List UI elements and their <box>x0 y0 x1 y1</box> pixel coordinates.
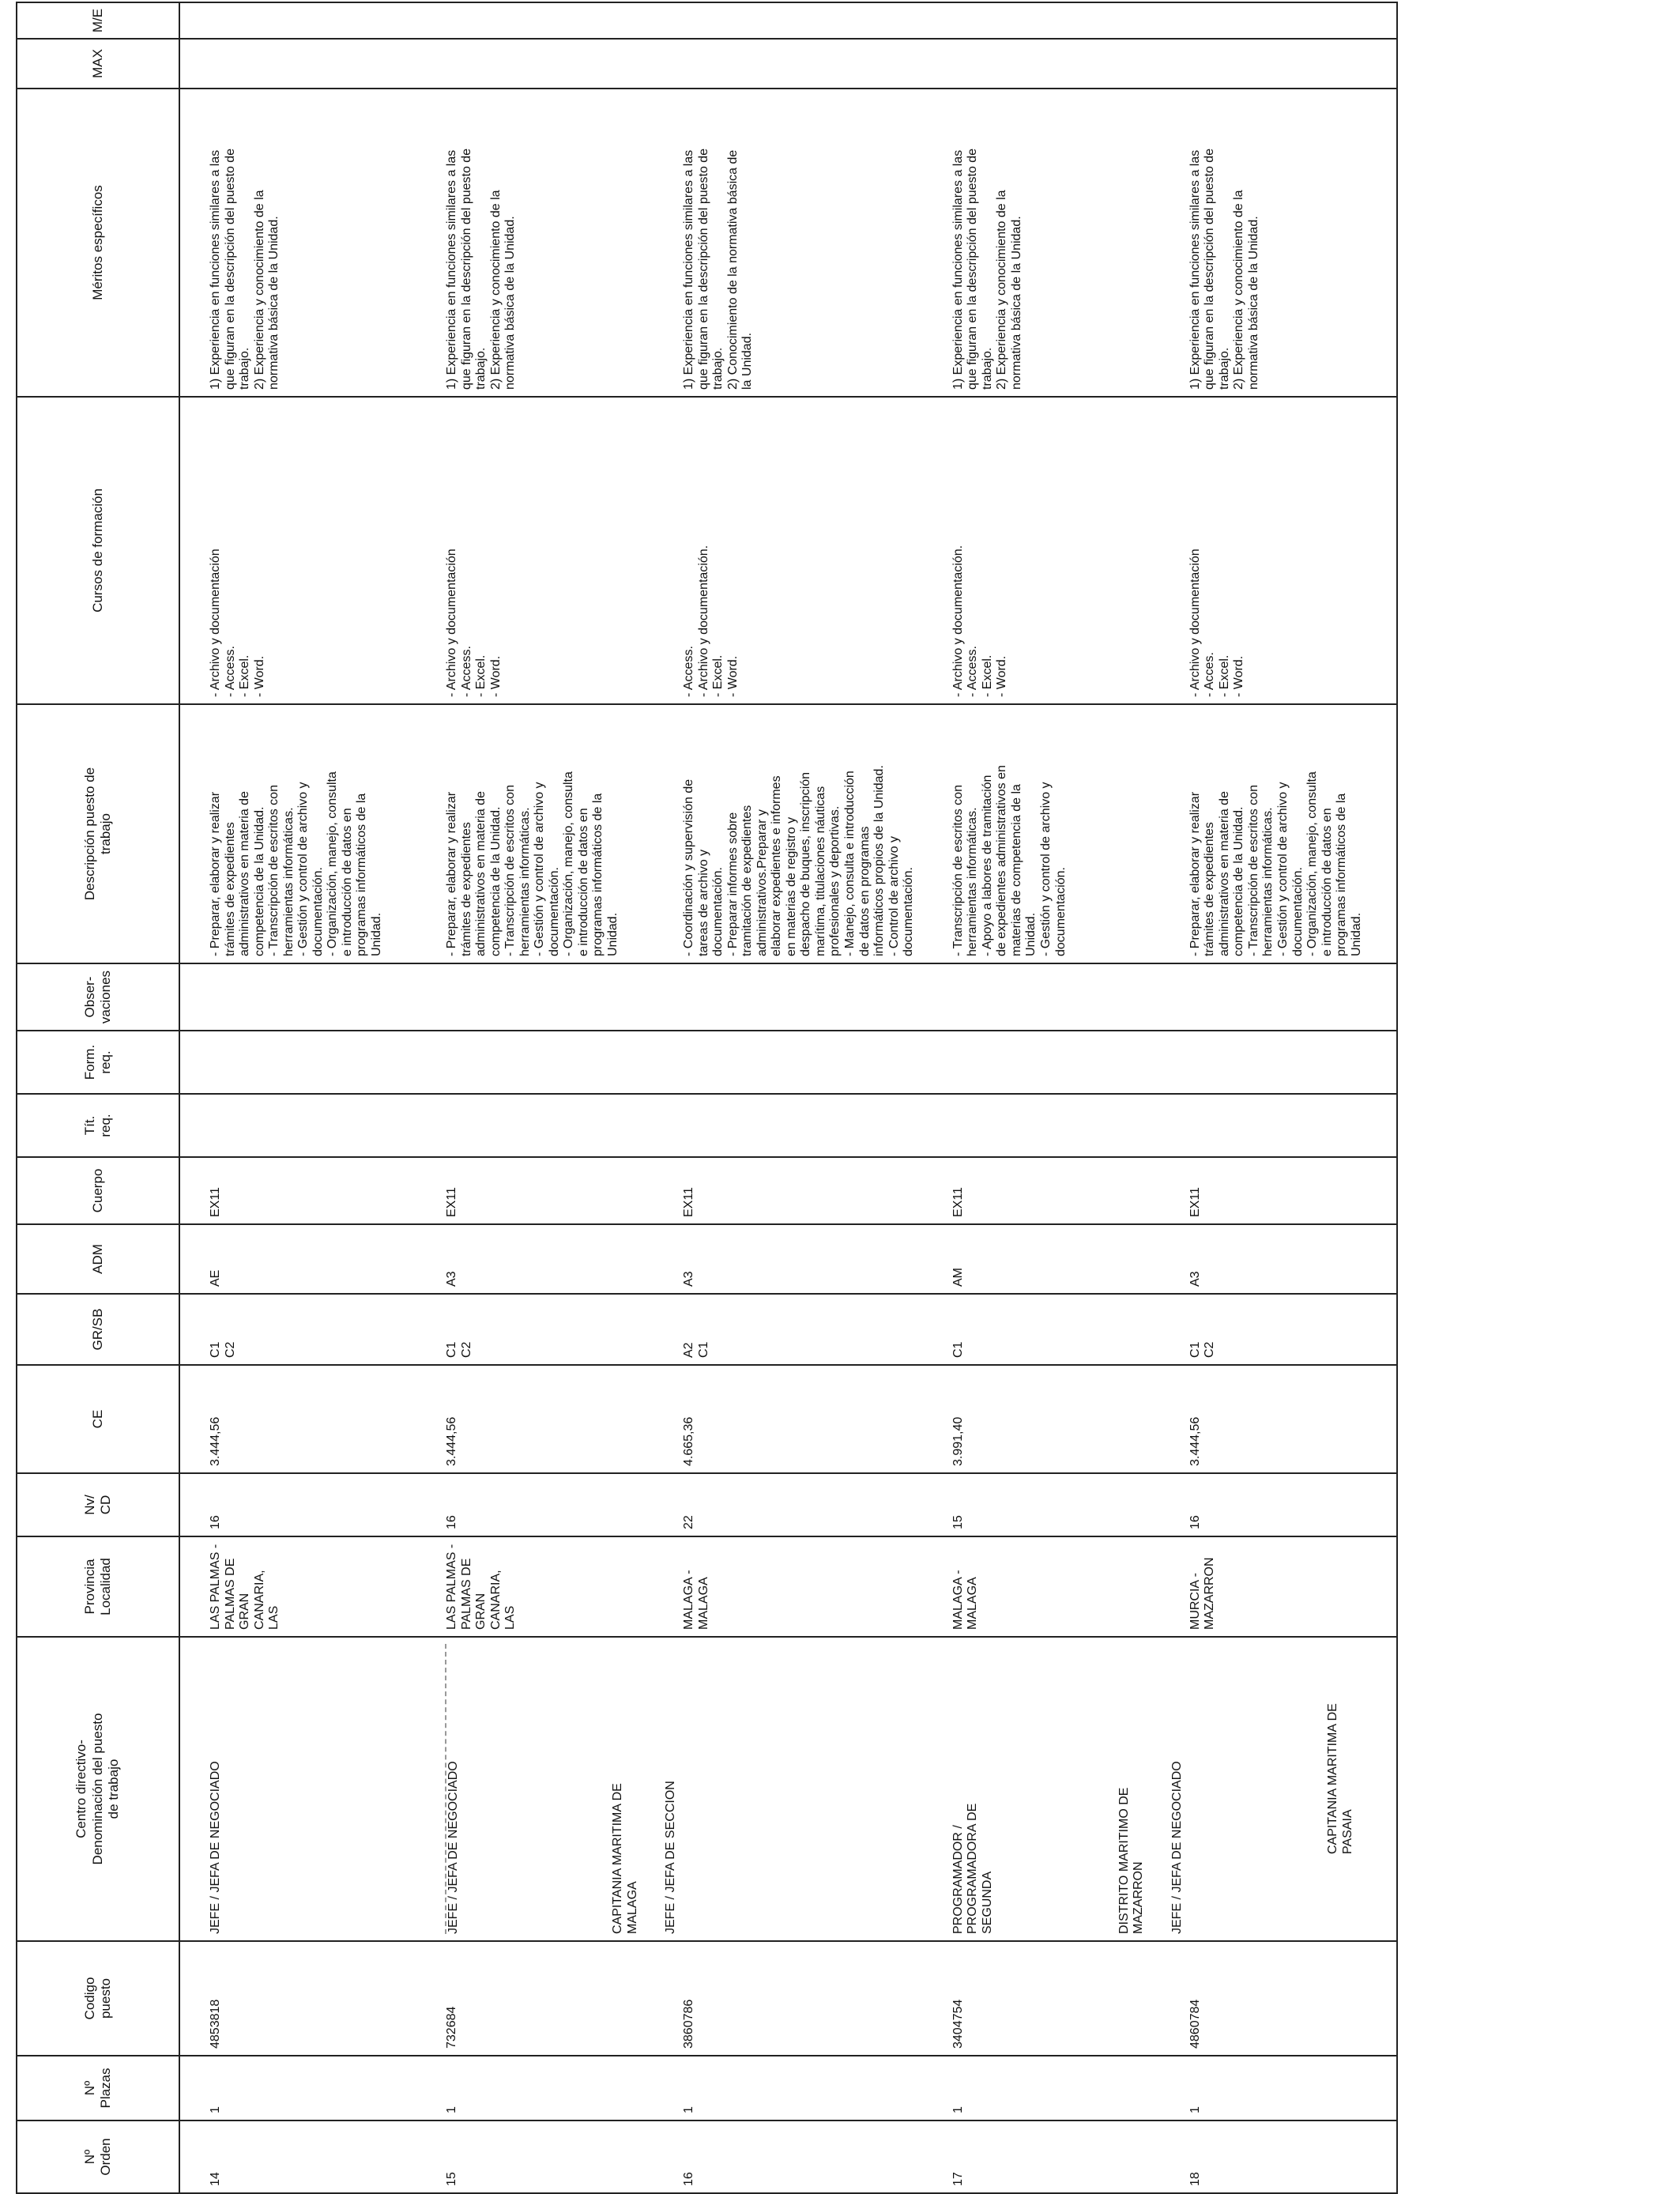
cell-descripcion: - Preparar, elaborar y realizar trámites de expedientes administrativos en materia de competencia de la Unidad. - Transcripción de escritos con herramientas informáticas. - Gestión y control de archivo y documentación. - Organización, manejo, consulta e introducción de datos en programas informáticos de la Unidad. <box>179 704 416 963</box>
header-descripcion: Descripción puesto de trabajo <box>17 704 179 963</box>
cell-plazas: 1 <box>654 2056 923 2120</box>
cell-orden: 14 <box>179 2120 416 2193</box>
cell-nivel: 16 <box>179 1473 416 1536</box>
cell-centro <box>611 1637 923 1941</box>
header-me: M/E <box>17 2 179 39</box>
cell-max <box>654 39 923 89</box>
cell-adm: AE <box>179 1224 416 1294</box>
cell-me <box>179 2 416 39</box>
cell-titulacion <box>1160 1094 1397 1157</box>
unit-name: DISTRITO MARITIMO DE MAZARRON <box>1117 1787 1146 1934</box>
cell-observaciones <box>179 963 416 1031</box>
cell-adm: A3 <box>416 1224 654 1294</box>
position-name: JEFE / JEFA DE SECCION <box>664 1781 678 1934</box>
cell-max <box>179 39 416 89</box>
cell-ce: 3.444,56 <box>416 1365 654 1473</box>
cell-cursos: - Archivo y documentación - Access. - Excel. - Word. <box>179 397 416 704</box>
cell-orden: 17 <box>923 2120 1160 2193</box>
cell-formacion <box>654 1031 923 1094</box>
cell-orden: 16 <box>654 2120 923 2193</box>
cell-cuerpo: EX11 <box>416 1157 654 1224</box>
cell-observaciones <box>923 963 1160 1031</box>
header-row <box>17 2 179 2193</box>
cell-nivel: 16 <box>1160 1473 1397 1536</box>
cell-observaciones <box>416 963 654 1031</box>
table-row <box>654 2 923 2193</box>
cell-ce: 3.444,56 <box>1160 1365 1397 1473</box>
position-name: JEFE / JEFA DE NEGOCIADO <box>445 1644 461 1934</box>
cell-provincia: MALAGA - MALAGA <box>654 1536 923 1637</box>
header-orden: Nº Orden <box>17 2120 179 2193</box>
cell-meritos: 1) Experiencia en funciones similares a las que figuran en la descripción del puesto de trabajo. 2) Experiencia y conocimiento de la normativa básica de la Unidad. <box>416 89 654 397</box>
table-row <box>179 2 416 2193</box>
cell-cuerpo: EX11 <box>654 1157 923 1224</box>
cell-observaciones <box>654 963 923 1031</box>
cell-formacion <box>179 1031 416 1094</box>
job-positions-table <box>16 2 1398 2194</box>
cell-cursos: - Archivo y documentación - Access. - Excel. - Word. <box>416 397 654 704</box>
cell-meritos: 1) Experiencia en funciones similares a las que figuran en la descripción del puesto de trabajo. 2) Conocimiento de la normativa básica de la Unidad. <box>654 89 923 397</box>
header-observaciones: Obser- vaciones <box>17 963 179 1031</box>
position-name: JEFE / JEFA DE NEGOCIADO <box>209 1761 222 1934</box>
cell-formacion <box>1160 1031 1397 1094</box>
unit-name: CAPITANIA MARITIMA DE MALAGA <box>611 1783 639 1934</box>
cell-cuerpo: EX11 <box>179 1157 416 1224</box>
cell-ce: 3.444,56 <box>179 1365 416 1473</box>
header-nivel: Nv/ CD <box>17 1473 179 1536</box>
cell-centro <box>179 1637 416 1941</box>
cell-adm: A3 <box>1160 1224 1397 1294</box>
cell-me <box>654 2 923 39</box>
header-max: MAX <box>17 39 179 89</box>
cell-provincia: LAS PALMAS - PALMAS DE GRAN CANARIA, LAS <box>179 1536 416 1637</box>
cell-max <box>923 39 1160 89</box>
cell-codigo: 3404754 <box>923 1941 1160 2056</box>
cell-adm: A3 <box>654 1224 923 1294</box>
table-row <box>1160 2 1397 2193</box>
cell-grupo: C1 <box>923 1294 1160 1365</box>
header-centro: Centro directivo- Denominación del puesto de trabajo <box>17 1637 179 1941</box>
cell-codigo: 4853818 <box>179 1941 416 2056</box>
cell-nivel: 15 <box>923 1473 1160 1536</box>
cell-max <box>416 39 654 89</box>
cell-me <box>416 2 654 39</box>
cell-orden: 18 <box>1160 2120 1397 2193</box>
cell-codigo: 3860786 <box>654 1941 923 2056</box>
cell-observaciones <box>1160 963 1397 1031</box>
header-cursos: Cursos de formación <box>17 397 179 704</box>
cell-formacion <box>923 1031 1160 1094</box>
cell-provincia: MALAGA - MALAGA <box>923 1536 1160 1637</box>
cell-grupo: C1 C2 <box>179 1294 416 1365</box>
position-name: PROGRAMADOR / PROGRAMADORA DE SEGUNDA <box>951 1803 994 1934</box>
cell-provincia: MURCIA - MAZARRON <box>1160 1536 1397 1637</box>
header-titulacion: Tít. req. <box>17 1094 179 1157</box>
position-name: JEFE / JEFA DE NEGOCIADO <box>1170 1761 1184 1934</box>
cell-formacion <box>416 1031 654 1094</box>
header-ce: CE <box>17 1365 179 1473</box>
cell-plazas: 1 <box>1160 2056 1397 2120</box>
cell-meritos: 1) Experiencia en funciones similares a las que figuran en la descripción del puesto de trabajo. 2) Experiencia y conocimiento de la normativa básica de la Unidad. <box>179 89 416 397</box>
cell-max <box>1160 39 1397 89</box>
cell-plazas: 1 <box>923 2056 1160 2120</box>
cell-descripcion: - Preparar, elaborar y realizar trámites de expedientes administrativos en materia de competencia de la Unidad. - Transcripción de escritos con herramientas informáticas. - Gestión y control de archivo y documentación. - Organización, manejo, consulta e introducción de datos en programas informáticos de la Unidad. <box>416 704 654 963</box>
cell-me <box>923 2 1160 39</box>
cell-titulacion <box>654 1094 923 1157</box>
cell-plazas: 1 <box>416 2056 654 2120</box>
cell-ce: 4.665,36 <box>654 1365 923 1473</box>
cell-orden: 15 <box>416 2120 654 2193</box>
header-plazas: Nº Plazas <box>17 2056 179 2120</box>
cell-descripcion: - Transcripción de escritos con herramientas informáticas. - Apoyo a labores de tramitación de expedientes administrativos en materias de competencia de la Unidad. - Gestión y control de archivo y documentación. <box>923 704 1160 963</box>
header-provincia: Provincia Localidad <box>17 1536 179 1637</box>
cell-nivel: 16 <box>416 1473 654 1536</box>
cell-grupo: A2 C1 <box>654 1294 923 1365</box>
trailing-unit-name: CAPITANIA MARITIMA DE PASAIA <box>1326 1703 1354 1854</box>
cell-titulacion <box>416 1094 654 1157</box>
cell-cuerpo: EX11 <box>923 1157 1160 1224</box>
cell-cuerpo: EX11 <box>1160 1157 1397 1224</box>
header-codigo: Codigo puesto <box>17 1941 179 2056</box>
header-formacion: Form. req. <box>17 1031 179 1094</box>
cell-nivel: 22 <box>654 1473 923 1536</box>
header-adm: ADM <box>17 1224 179 1294</box>
header-cuerpo: Cuerpo <box>17 1157 179 1224</box>
cell-provincia: LAS PALMAS - PALMAS DE GRAN CANARIA, LAS <box>416 1536 654 1637</box>
cell-codigo: 732684 <box>416 1941 654 2056</box>
cell-titulacion <box>923 1094 1160 1157</box>
cell-adm: AM <box>923 1224 1160 1294</box>
document-page <box>16 3 1675 2194</box>
cell-ce: 3.991,40 <box>923 1365 1160 1473</box>
cell-grupo: C1 C2 <box>416 1294 654 1365</box>
cell-me <box>1160 2 1397 39</box>
cell-titulacion <box>179 1094 416 1157</box>
cell-descripcion: - Coordinación y supervisión de tareas de archivo y documentación. - Preparar informes sobre tramitación de expedientes administrativos.Preparar y elaborar expedientes e informes en materias de registro y despacho de buques, inscripción marítima, titulaciones náuticas profesionales y deportivas. - Manejo, consulta e introducción de datos en programas informáticos propios de la Unidad. - Control de archivo y documentación. <box>654 704 923 963</box>
cell-meritos: 1) Experiencia en funciones similares a las que figuran en la descripción del puesto de trabajo. 2) Experiencia y conocimiento de la normativa básica de la Unidad. <box>923 89 1160 397</box>
cell-cursos: - Archivo y documentación - Acces. - Excel. - Word. <box>1160 397 1397 704</box>
cell-codigo: 4860784 <box>1160 1941 1397 2056</box>
cell-plazas: 1 <box>179 2056 416 2120</box>
cell-grupo: C1 C2 <box>1160 1294 1397 1365</box>
cell-descripcion: - Preparar, elaborar y realizar trámites de expedientes administrativos en materia de competencia de la Unidad. - Transcripción de escritos con herramientas informáticas. - Gestión y control de archivo y documentación. - Organización, manejo, consulta e introducción de datos en programas informáticos de la Unidad. <box>1160 704 1397 963</box>
cell-centro <box>1117 1637 1397 1941</box>
cell-cursos: - Archivo y documentación. - Access. - Excel. - Word. <box>923 397 1160 704</box>
header-meritos: Méritos específicos <box>17 89 179 397</box>
header-grupo: GR/SB <box>17 1294 179 1365</box>
cell-cursos: - Access. - Archivo y documentación. - Excel. - Word. <box>654 397 923 704</box>
cell-meritos: 1) Experiencia en funciones similares a las que figuran en la descripción del puesto de trabajo. 2) Experiencia y conocimiento de la normativa básica de la Unidad. <box>1160 89 1397 397</box>
